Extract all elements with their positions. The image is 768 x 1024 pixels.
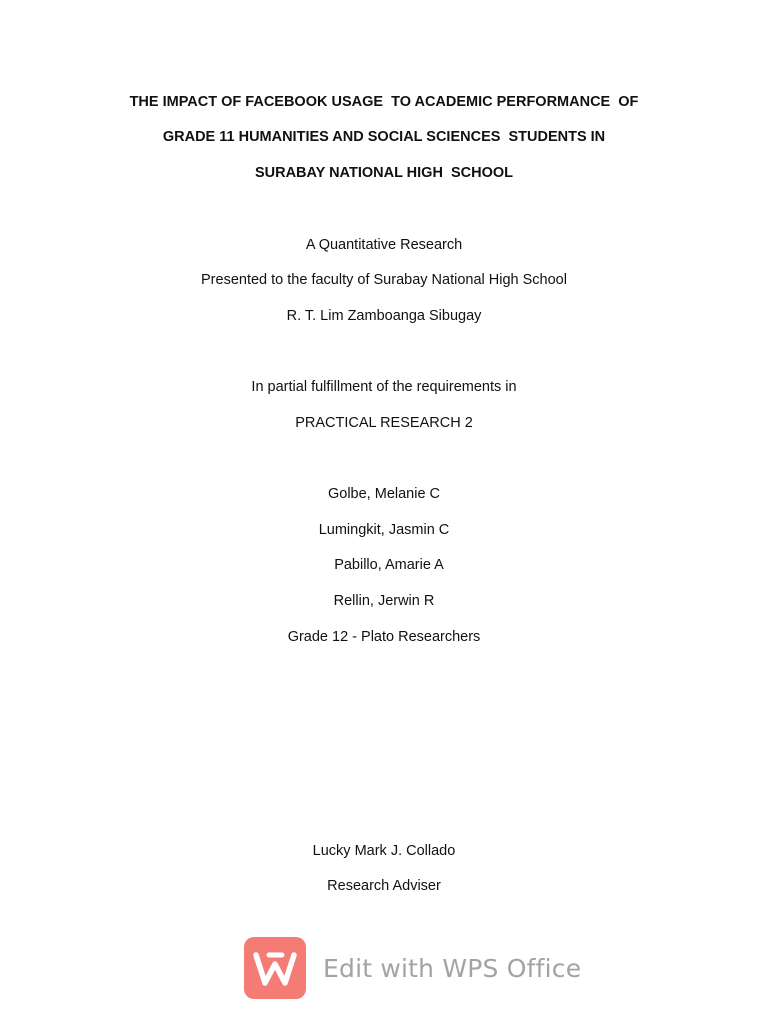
author-1: Golbe, Melanie C [327,486,441,502]
location: R. T. Lim Zamboanga Sibugay [286,308,482,324]
wps-watermark-text: Edit with WPS Office [323,953,582,983]
course-name: PRACTICAL RESEARCH 2 [295,415,473,431]
title-line-1: THE IMPACT OF FACEBOOK USAGE TO ACADEMIC PERFORMANCE OF [129,94,639,110]
subtitle: A Quantitative Research [305,237,463,253]
wps-watermark[interactable] [244,936,581,1000]
adviser-name: Lucky Mark J. Collado [312,843,456,859]
research-group: Grade 12 - Plato Researchers [287,629,481,645]
adviser-role: Research Adviser [327,878,441,894]
title-line-2: GRADE 11 HUMANITIES AND SOCIAL SCIENCES STUDENTS IN [162,129,606,145]
title-line-3: SURABAY NATIONAL HIGH SCHOOL [254,165,514,181]
author-4: Rellin, Jerwin R [333,593,435,609]
presented-to: Presented to the faculty of Surabay National High School [201,272,567,288]
fulfillment-statement: In partial fulfillment of the requirements in [251,379,517,395]
author-3: Pabillo, Amarie A [334,557,444,573]
wps-logo-icon [244,937,306,999]
author-2: Lumingkit, Jasmin C [318,522,450,538]
